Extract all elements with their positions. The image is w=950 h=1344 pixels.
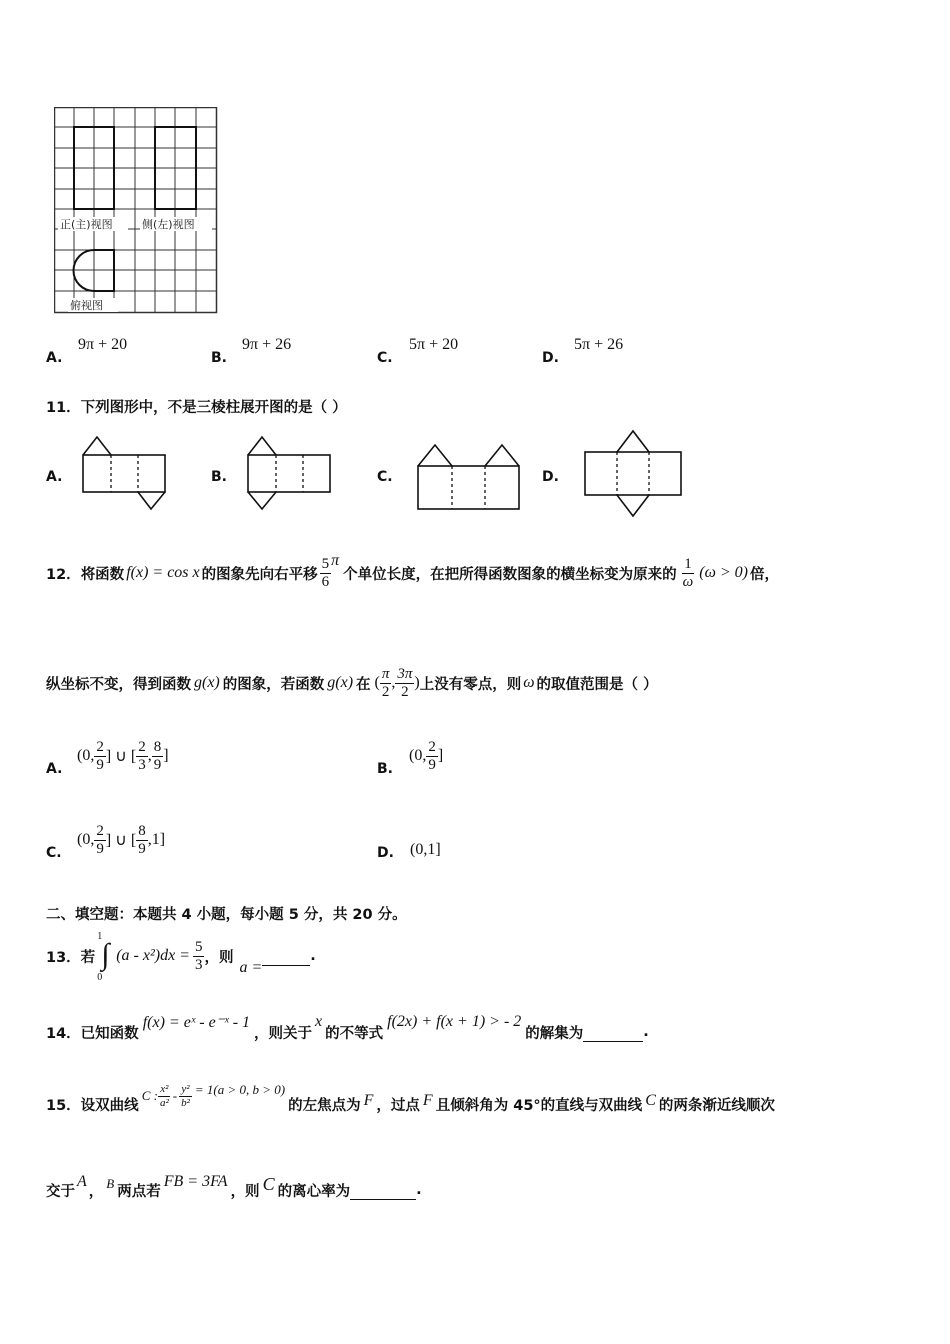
q13-rhs-den: 3 [194, 956, 203, 973]
q10-option-d: 5π + 26 [574, 336, 624, 353]
q11-option-d-label: D. [542, 469, 559, 485]
three-views-figure [54, 107, 218, 315]
q10-option-c: 5π + 20 [409, 336, 459, 353]
q15-equation: FB = 3FA [163, 1173, 228, 1190]
q15-B: B [106, 1176, 115, 1191]
q15-text-9: 的离心率为 [277, 1183, 351, 1200]
q10-option-c-label: C. [377, 350, 393, 366]
q14-text-4: 的解集为 [525, 1025, 584, 1042]
q15-text-1: 15．设双曲线 [46, 1097, 139, 1114]
q12-interval-end-den: 2 [401, 683, 409, 700]
q15-C-2: C [645, 1092, 656, 1109]
q12-c-post: ,1] [147, 831, 166, 848]
q15-comma: ， [88, 1183, 104, 1200]
q10-option-b-label: B. [211, 350, 227, 366]
q12-a-f3-den: 9 [153, 756, 162, 773]
q15-text-2: 的左焦点为 [288, 1097, 361, 1114]
q12-c-pre: (0, [77, 831, 95, 848]
q12-shift-num: 5 [321, 555, 330, 572]
front-view-label: 正(主)视图 [60, 218, 113, 231]
q12-a-post: ] [163, 747, 169, 764]
q15-c: C : [141, 1088, 158, 1103]
q13-integrand: (a - x²)dx = [116, 947, 190, 964]
q13-rhs-fraction [193, 939, 205, 974]
q15-text-4: 且倾斜角为 45°的直线与双曲线 [435, 1097, 643, 1114]
q11-net-a [80, 434, 170, 512]
q15-text-7: 两点若 [117, 1183, 161, 1200]
q14-x: x [315, 1013, 323, 1030]
q15-F-2: F [422, 1092, 433, 1109]
q12-shift-fraction [320, 556, 332, 591]
q12-text-3: 个单位长度，在把所得函数图象的横坐标变为原来的 [343, 566, 677, 583]
q15-y-fraction [179, 1083, 192, 1110]
q12-text-6: 的图象，若函数 [222, 676, 325, 693]
q11-net-b [245, 434, 335, 512]
q15-x-num: x² [160, 1082, 169, 1095]
q13-rhs-num: 5 [194, 938, 203, 955]
q12-line-1 [46, 540, 779, 606]
q15-y-den: b² [181, 1096, 190, 1109]
q10-option-d-label: D. [542, 350, 559, 366]
q10-option-a-label: A. [46, 350, 63, 366]
q12-function-f: f(x) = cos x [126, 564, 200, 581]
side-view-label: 侧(左)视图 [142, 218, 195, 231]
q12-line-2: 纵坐标不变，得到函数 g(x) 的图象，若函数 g(x) 在 ( $\frac{\pi}{2}$ , $\frac{3\pi}{2}$ ) 上没有零点，则 ω 的取值范围是（ ） [46, 665, 658, 700]
q10-option-b: 9π + 26 [242, 336, 292, 353]
q12-scale-den: ω [682, 573, 694, 590]
q14-text-3: 的不等式 [325, 1025, 384, 1042]
q12-function-g: g(x) [194, 674, 220, 691]
q12-interval-end-num: 3π [397, 665, 413, 682]
q14-text-2: ，则关于 [254, 1025, 313, 1042]
integral-upper: 1 [97, 931, 103, 942]
q12-b-post: ] [437, 747, 444, 764]
q14-line [46, 1010, 649, 1054]
q11-net-d [582, 428, 684, 520]
q11-option-a-label: A. [46, 469, 63, 485]
q12-number: 12． [46, 566, 81, 583]
q13-answer-blank[interactable] [262, 951, 310, 966]
q12-omega: ω [523, 674, 535, 691]
q12-option-a-label: A. [46, 761, 63, 777]
q11-net-c [415, 442, 523, 512]
q11-option-c-label: C. [377, 469, 393, 485]
q15-C-3: C [262, 1173, 275, 1194]
q12-c-f1-den: 9 [96, 840, 104, 857]
q13-text-1: 13．若 [46, 949, 96, 966]
q15-x-fraction [158, 1083, 171, 1110]
q15-answer-blank[interactable] [350, 1185, 416, 1200]
q13-end: . [310, 948, 316, 964]
q15-end: . [416, 1182, 422, 1198]
q12-a-mid: ] ∪ [ [105, 748, 137, 765]
q14-function: f(x) = eˣ - e⁻ˣ - 1 [142, 1014, 251, 1031]
q12-b-pre: (0, [409, 747, 427, 764]
q12-a-f2-num: 2 [138, 738, 146, 755]
q12-option-c-label: C. [46, 845, 62, 861]
q14-answer-blank[interactable] [583, 1027, 643, 1042]
q15-text-6: 交于 [46, 1183, 75, 1200]
q12-c-f1-num: 2 [96, 822, 104, 839]
q14-text-1: 14．已知函数 [46, 1025, 139, 1042]
q12-function-g-2: g(x) [327, 674, 354, 691]
q12-a-pre: (0, [77, 747, 95, 764]
q12-interval-start-den: 2 [381, 683, 390, 700]
q12-option-a [77, 733, 169, 779]
q15-A: A [77, 1173, 87, 1190]
q11-option-b-label: B. [211, 469, 227, 485]
q12-option-c [77, 817, 165, 863]
q12-text-9: 的取值范围是（ ） [536, 676, 658, 693]
q15-x-den: a² [159, 1096, 169, 1109]
q13-line [46, 928, 316, 984]
q12-interval-start [380, 666, 392, 701]
q12-b-f1-den: 9 [428, 756, 436, 773]
q12-c-mid: ] ∪ [ [105, 832, 137, 849]
q15-text-8: ，则 [230, 1183, 260, 1200]
q12-option-d: (0,1] [410, 841, 441, 858]
q12-text-4: 倍， [749, 566, 779, 583]
q14-end: . [643, 1024, 649, 1040]
q13-text-2: ，则 [204, 949, 234, 966]
q15-line-1 [46, 1076, 775, 1132]
q12-b-f1-num: 2 [428, 738, 436, 755]
q12-a-comma: , [147, 747, 152, 764]
q12-option-b [409, 733, 443, 779]
section-2-header: 二、填空题：本题共 4 小题，每小题 5 分，共 20 分。 [46, 907, 407, 923]
q12-text-7: 在 [356, 676, 371, 693]
q12-scale-num: 1 [684, 555, 692, 572]
q12-option-d-label: D. [377, 845, 394, 861]
q15-text-5: 的两条渐近线顺次 [658, 1097, 775, 1114]
q12-a-f1-den: 9 [96, 756, 104, 773]
q12-shift-den: 6 [321, 573, 330, 590]
q15-F: F [363, 1092, 374, 1109]
q12-interval-end [395, 666, 414, 701]
q12-text-2: 的图象先向右平移 [201, 566, 318, 583]
q15-y-num: y² [181, 1082, 190, 1095]
q11-stem: 11．下列图形中，不是三棱柱展开图的是（ ） [46, 400, 347, 416]
q12-a-f3-num: 8 [153, 738, 162, 755]
q12-c-f2-num: 8 [138, 822, 146, 839]
q14-inequality: f(2x) + f(x + 1) > - 2 [387, 1013, 522, 1030]
q13-variable: a = [239, 959, 263, 976]
q12-c-f2-den: 9 [138, 840, 146, 857]
q15-rhs: = 1(a > 0, b > 0) [194, 1082, 286, 1097]
q15-line-2 [46, 1170, 422, 1210]
integral-sign: 1 ∫ 0 [97, 931, 110, 983]
q12-interval-start-num: π [381, 665, 390, 682]
q12-text-1: 将函数 [80, 566, 125, 583]
q12-omega-condition: (ω > 0) [699, 564, 748, 581]
q12-scale-fraction [681, 556, 696, 591]
q12-a-f2-den: 3 [138, 756, 146, 773]
q15-minus: - [172, 1088, 178, 1103]
top-view-label: 俯视图 [70, 299, 103, 312]
q12-option-b-label: B. [377, 761, 393, 777]
q12-a-f1-num: 2 [96, 738, 104, 755]
q10-option-a: 9π + 20 [78, 336, 128, 353]
q12-pi: π [331, 552, 340, 569]
q15-text-3: ，过点 [376, 1097, 420, 1114]
q12-text-8: 上没有零点，则 [419, 676, 522, 693]
integral-lower: 0 [97, 972, 103, 983]
q12-text-5: 纵坐标不变，得到函数 [46, 676, 191, 693]
